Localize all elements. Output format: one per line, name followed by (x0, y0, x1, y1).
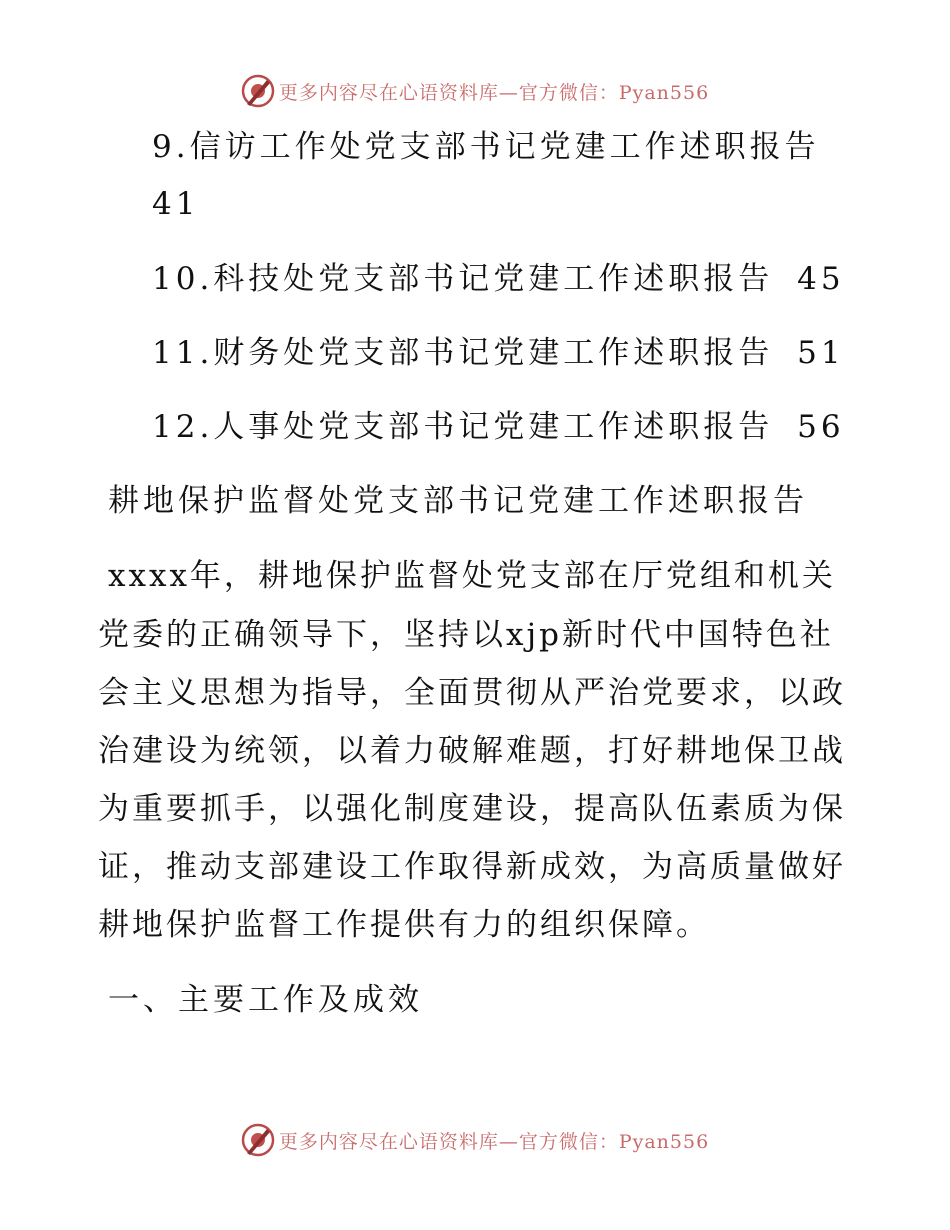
toc-item-10-label: 10.科技处党支部书记党建工作述职报告 (152, 261, 774, 297)
body-line: 为重要抓手，以强化制度建设，提高队伍素质为保 (98, 791, 846, 827)
watermark-text: 更多内容尽在心语资料库—官方微信：Pyan556 (278, 81, 710, 104)
body-line: 证，推动支部建设工作取得新成效，为高质量做好 (98, 849, 846, 885)
toc-item-11-label: 11.财务处党支部书记党建工作述职报告 (152, 335, 774, 371)
toc-item-11 (152, 333, 845, 373)
quill-logo-icon (241, 74, 275, 108)
toc-item-12-page: 56 (797, 409, 845, 445)
body-line: 耕地保护监督工作提供有力的组织保障。 (98, 907, 710, 943)
body-line: 会主义思想为指导，全面贯彻从严治党要求，以政 (98, 675, 846, 711)
watermark-text: 更多内容尽在心语资料库—官方微信：Pyan556 (278, 1130, 710, 1153)
toc-item-12-label: 12.人事处党支部书记党建工作述职报告 (152, 409, 774, 445)
toc-item-9-page: 41 (152, 186, 200, 222)
watermark-footer (0, 1120, 950, 1160)
body-line: xxxx年，耕地保护监督处党支部在厅党组和机关 (108, 558, 836, 594)
toc-item-12 (152, 407, 845, 447)
body-line: 党委的正确领导下，坚持以xjp新时代中国特色社 (98, 617, 834, 653)
toc-item-11-page: 51 (797, 335, 845, 371)
quill-logo-icon (241, 1123, 275, 1157)
watermark-header (0, 71, 950, 111)
toc-item-9-label: 9.信访工作处党支部书记党建工作述职报告 (152, 129, 820, 165)
body-line: 治建设为统领，以着力破解难题，打好耕地保卫战 (98, 733, 846, 769)
section-heading: 一、主要工作及成效 (108, 982, 423, 1018)
toc-item-10 (152, 259, 845, 299)
toc-item-10-page: 45 (797, 261, 845, 297)
article-title: 耕地保护监督处党支部书记党建工作述职报告 (108, 483, 808, 519)
